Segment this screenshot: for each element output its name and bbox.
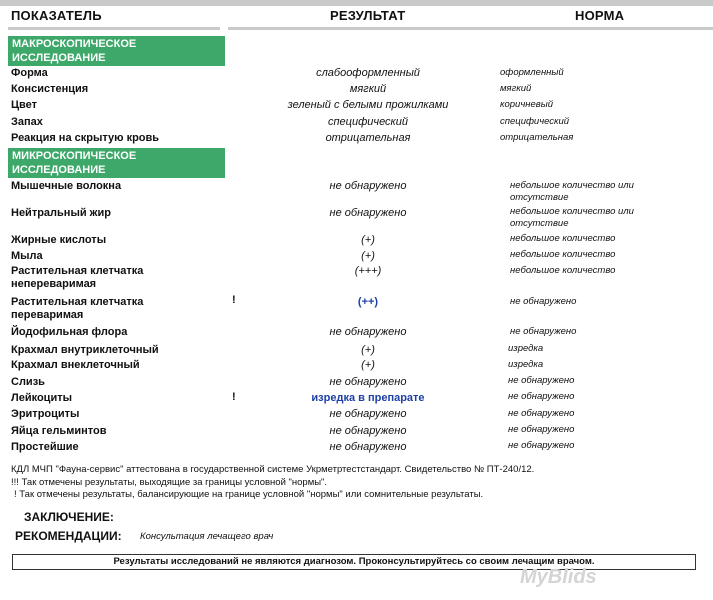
row-result: мягкий [349,83,387,95]
row-norm: коричневый [500,99,553,110]
section-micro: МИКРОСКОПИЧЕСКОЕ ИССЛЕДОВАНИЕ [8,148,225,178]
row-name: Цвет [11,99,38,111]
row-result: отрицательная [325,132,411,144]
row-norm: небольшое количество [510,265,616,276]
row-result: не обнаружено [329,326,407,338]
row-name: Йодофильная флора [11,326,128,338]
row-name: Слизь [11,376,45,388]
header-norm: НОРМА [575,8,625,23]
row-name: Простейшие [11,441,79,453]
row-result: специфический [327,116,408,128]
row-result: (+) [361,359,375,371]
row-result: зеленый с белыми прожилками [287,99,449,111]
row-norm: не обнаружено [508,424,575,435]
note-accreditation: КДЛ МЧП "Фауна-сервис" аттестована в государственной системе Укрметртестстандарт. Свидетельство № ПТ-240/12. [11,464,535,475]
row-result: не обнаружено [329,441,407,453]
row-name: Реакция на скрытую кровь [11,132,160,144]
row-norm: изредка [508,343,544,354]
row-result: не обнаружено [329,408,407,420]
row-norm: не обнаружено [510,326,577,337]
header-rule-right [228,27,713,30]
row-name: Растительная клетчатка непереваримая [11,265,144,290]
row-norm: небольшое количество [510,233,616,244]
row-result: не обнаружено [329,425,407,437]
section-macro: МАКРОСКОПИЧЕСКОЕ ИССЛЕДОВАНИЕ [8,36,225,66]
row-result: не обнаружено [329,180,407,192]
row-norm: не обнаружено [508,440,575,451]
row-name: Яйца гельминтов [11,425,107,437]
row-name: Запах [11,116,43,128]
row-result: (+) [361,234,375,246]
watermark: MyBlids [520,566,597,588]
row-result: не обнаружено [329,207,407,219]
row-norm: оформленный [500,67,564,78]
row-name: Мыла [11,250,43,262]
note-single-mark: ! Так отмечены результаты, балансирующие на границе условной "нормы" или сомнительные результаты. [14,489,484,500]
row-result: (+) [361,344,375,356]
row-name: Лейкоциты [11,392,72,404]
note-triple-mark: !!! Так отмечены результаты, выходящие за границы условной "нормы". [11,477,328,488]
row-name: Мышечные волокна [11,180,122,192]
row-result: (+++) [354,265,382,277]
row-result: не обнаружено [329,376,407,388]
row-norm: небольшое количество [510,249,616,260]
top-rule [0,0,713,6]
flag-mark: ! [232,294,236,306]
row-name: Крахмал внеклеточный [11,359,140,371]
disclaimer-box: Результаты исследований не являются диагнозом. Проконсультируйтесь со своим лечащим врачом. [12,554,696,570]
row-result: слабооформленный [316,67,420,79]
row-norm: изредка [508,359,544,370]
row-norm: не обнаружено [508,375,575,386]
row-result: изредка в препарате [311,392,425,404]
recommendations-text: Консультация лечащего врач [140,531,274,542]
recommendations-label: РЕКОМЕНДАЦИИ: [15,529,122,543]
row-name: Крахмал внутриклеточный [11,344,159,356]
row-name: Форма [11,67,48,79]
row-norm: небольшое количество или отсутствие [510,180,634,203]
row-name: Нейтральный жир [11,207,111,219]
conclusion-label: ЗАКЛЮЧЕНИЕ: [24,510,114,524]
row-norm: не обнаружено [510,296,577,307]
header-rule-left [8,27,220,30]
row-name: Эритроциты [11,408,80,420]
row-name: Консистенция [11,83,89,95]
row-norm: специфический [500,116,570,127]
row-norm: мягкий [500,83,532,94]
row-norm: не обнаружено [508,391,575,402]
flag-mark: ! [232,391,236,403]
row-result: (+) [361,250,375,262]
row-name: Жирные кислоты [11,234,107,246]
row-norm: не обнаружено [508,408,575,419]
row-result: (++) [357,296,379,308]
row-norm: небольшое количество или отсутствие [510,206,634,229]
row-norm: отрицательная [500,132,574,143]
row-name: Растительная клетчатка переваримая [11,296,144,321]
header-result: РЕЗУЛЬТАТ [330,8,406,23]
header-indicator: ПОКАЗАТЕЛЬ [11,8,102,23]
